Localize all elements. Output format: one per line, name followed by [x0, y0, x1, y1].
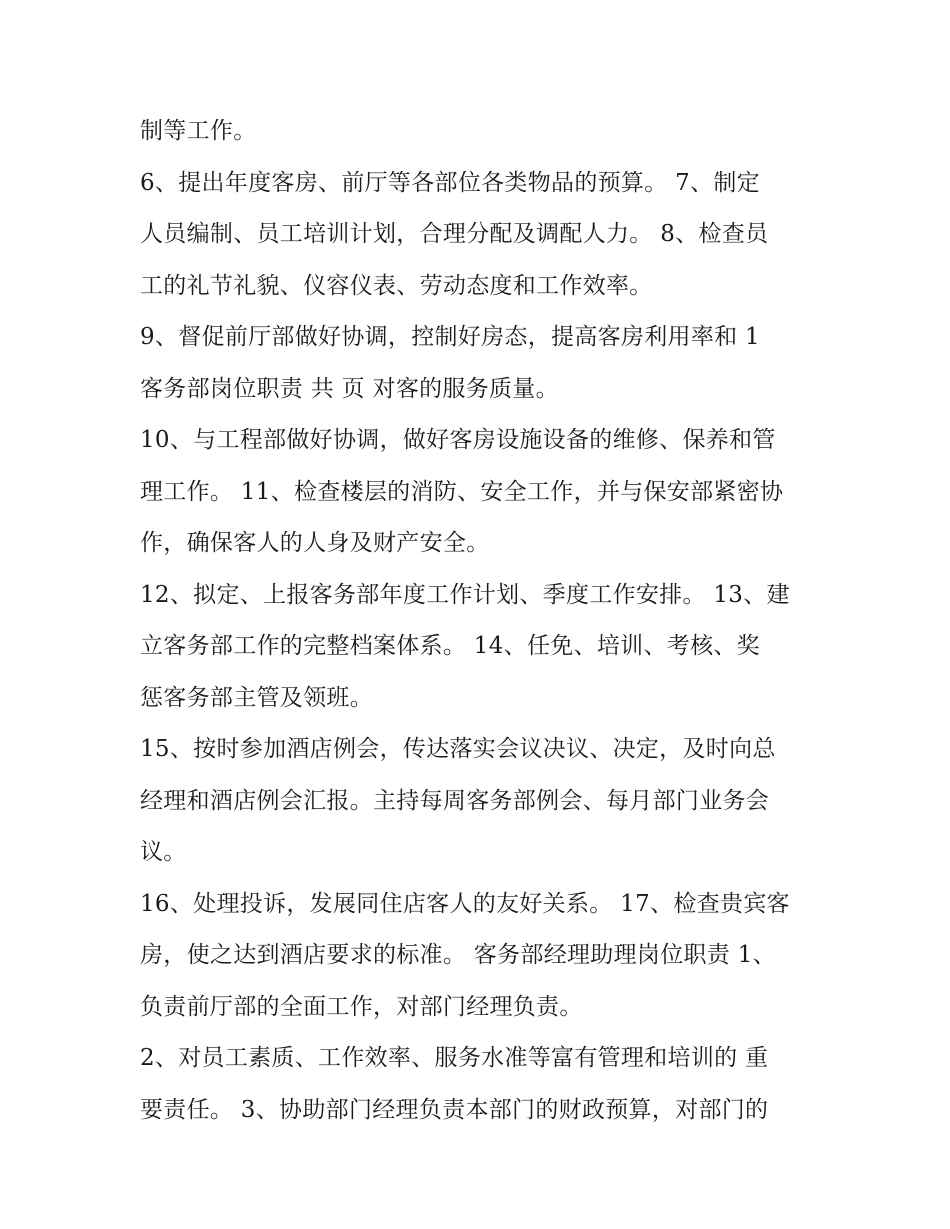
- text-line: 惩客务部主管及领班。: [140, 684, 373, 711]
- text-line: 作，确保客人的人身及财产安全。: [140, 530, 490, 556]
- text-line: 经理和酒店例会汇报。主持每周客务部例会、每月部门业务会: [140, 787, 770, 814]
- document-body: [140, 106, 820, 1136]
- text-line: 理工作。 11、检查楼层的消防、安全工作，并与保安部紧密协: [140, 478, 784, 505]
- text-line: 客务部岗位职责 共 页 对客的服务质量。: [140, 375, 559, 402]
- text-line: 16、处理投诉，发展同住店客人的友好关系。 17、检查贵宾客: [140, 890, 790, 917]
- text-line: 人员编制、员工培训计划，合理分配及调配人力。 8、检查员: [140, 221, 769, 247]
- text-line: 工的礼节礼貌、仪容仪表、劳动态度和工作效率。: [140, 272, 653, 299]
- text-line: 10、与工程部做好协调，做好客房设施设备的维修、保养和管: [140, 427, 776, 453]
- text-line: 制等工作。: [140, 118, 257, 144]
- text-line: 房，使之达到酒店要求的标准。 客务部经理助理岗位职责 1、: [140, 942, 776, 968]
- text-line: 要责任。 3、协助部门经理负责本部门的财政预算，对部门的: [140, 1096, 769, 1123]
- text-line: 9、督促前厅部做好协调，控制好房态，提高客房利用率和 1: [140, 324, 760, 350]
- text-line: 立客务部工作的完整档案体系。 14、任免、培训、考核、奖: [140, 633, 760, 659]
- text-line: 12、拟定、上报客务部年度工作计划、季度工作安排。 13、建: [140, 581, 790, 608]
- text-line: 2、对员工素质、工作效率、服务水准等富有管理和培训的 重: [140, 1045, 769, 1071]
- text-line: 6、提出年度客房、前厅等各部位各类物品的预算。 7、制定: [140, 169, 760, 196]
- text-line: 负责前厅部的全面工作，对部门经理负责。: [140, 993, 583, 1020]
- text-line: 议。: [140, 839, 187, 865]
- text-line: 15、按时参加酒店例会，传达落实会议决议、决定，及时向总: [140, 736, 776, 762]
